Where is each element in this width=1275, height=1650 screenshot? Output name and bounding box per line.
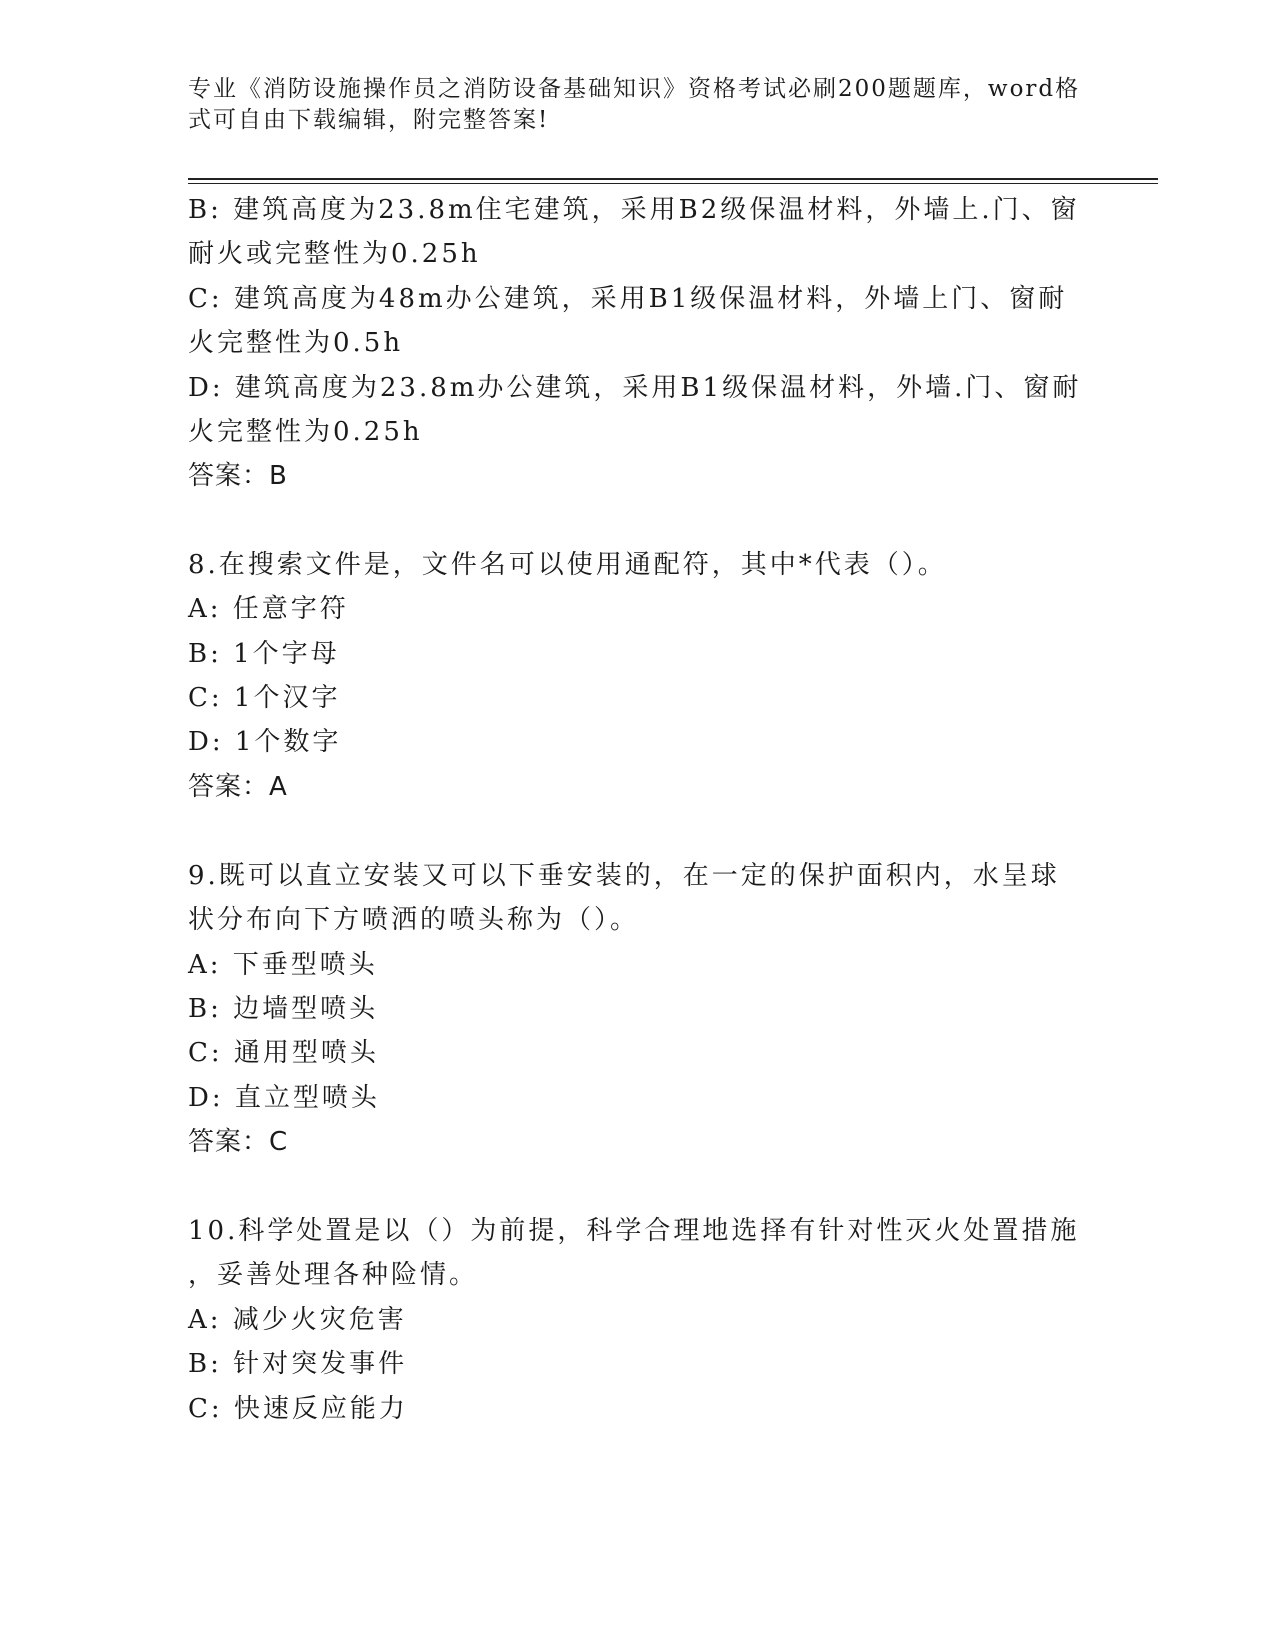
q9-question-line-2: 状分布向下方喷洒的喷头称为（）。	[188, 905, 640, 935]
q9-option-b: B: 边墙型喷头	[188, 994, 379, 1024]
document-header	[188, 74, 1088, 136]
q7-answer: 答案：B	[188, 461, 288, 491]
header-title-line-1: 专业《消防设施操作员之消防设备基础知识》资格考试必刷200题题库，word格	[188, 76, 1081, 102]
q9-question-line-1: 9.既可以直立安装又可以下垂安装的，在一定的保护面积内，水呈球	[188, 861, 1060, 891]
q8-option-a: A: 任意字符	[188, 594, 349, 624]
header-title-line-2: 式可自由下载编辑，附完整答案!	[188, 107, 550, 133]
q8-answer: 答案：A	[188, 772, 288, 802]
q7-option-c-line-1: C: 建筑高度为48m办公建筑，采用B1级保温材料，外墙上门、窗耐	[188, 284, 1068, 314]
q8-option-c: C: 1个汉字	[188, 683, 341, 713]
q8-option-d: D: 1个数字	[188, 727, 342, 757]
q8-option-b: B: 1个字母	[188, 639, 340, 669]
header-divider-thick	[188, 178, 1158, 180]
q7-option-b-line-2: 耐火或完整性为0.25h	[188, 239, 481, 269]
q9-option-a: A: 下垂型喷头	[188, 950, 378, 980]
q7-option-b-line-1: B: 建筑高度为23.8m住宅建筑，采用B2级保温材料，外墙上.门、窗	[188, 195, 1080, 225]
q7-option-d-line-1: D: 建筑高度为23.8m办公建筑，采用B1级保温材料，外墙.门、窗耐	[188, 373, 1082, 403]
q8-question: 8.在搜索文件是，文件名可以使用通配符，其中*代表（）。	[188, 550, 947, 580]
q9-option-d: D: 直立型喷头	[188, 1083, 380, 1113]
q10-option-b: B: 针对突发事件	[188, 1349, 408, 1379]
header-divider-thin	[188, 183, 1158, 184]
q10-option-c: C: 快速反应能力	[188, 1394, 408, 1424]
q10-question-line-1: 10.科学处置是以（）为前提，科学合理地选择有针对性灭火处置措施	[188, 1216, 1080, 1246]
q10-option-a: A: 减少火灾危害	[188, 1305, 407, 1335]
q7-option-c-line-2: 火完整性为0.5h	[188, 328, 404, 358]
q10-question-line-2: ，妥善处理各种险情。	[188, 1260, 479, 1290]
q9-option-c: C: 通用型喷头	[188, 1038, 379, 1068]
q9-answer: 答案：C	[188, 1127, 289, 1157]
q7-option-d-line-2: 火完整性为0.25h	[188, 417, 423, 447]
